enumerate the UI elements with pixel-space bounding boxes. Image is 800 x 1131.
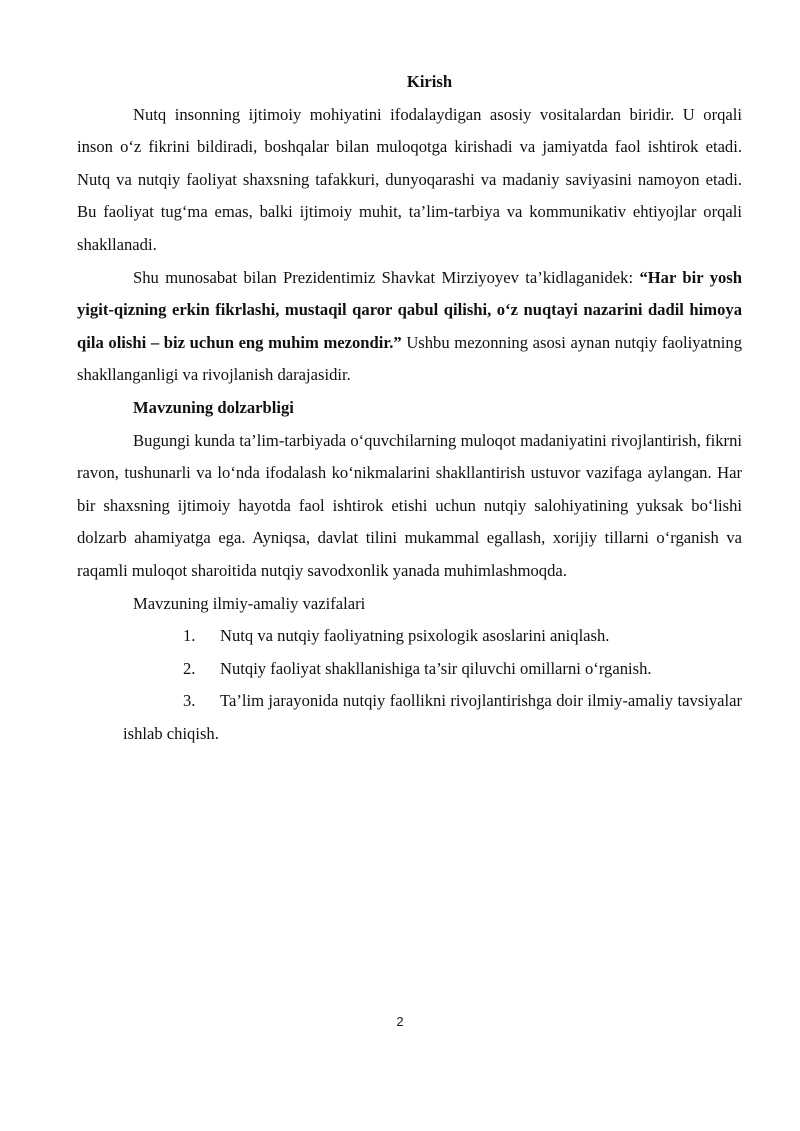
relevance-paragraph: Bugungi kunda ta’lim-tarbiyada o‘quvchilarning muloqot madaniyatini rivojlantirish, fikrni ravon, tushunarli va lo‘nda ifodalash ko‘nikmalarini shakllantirish ustuvor vazifaga aylangan. Har bir shaxsning ijtimoiy hayotda faol ishtirok etishi uchun nutqiy salohiyatining yuksak bo‘lishi dolzarb ahamiyatga ega. Ayniqsa, davlat tilini mukammal egallash, xorijiy tillarni o‘rganish va raqamli muloqot sharoitida nutqiy savodxonlik yanada muhimlashmoqda. [77, 430, 742, 580]
president-quote: “Har bir yosh yigit-qizning erkin fikrlashi, mustaqil qaror qabul qilishi, o‘z nuqtayi nazarini dadil himoya qila olishi – biz uchun eng muhim mezondir.” [77, 267, 742, 352]
list-item [77, 653, 742, 686]
quote-tail-text: Ushbu mezonning asosi aynan nutqiy faoliyatning shakllanganligi va rivojlanish darajasidir. [77, 332, 743, 385]
tasks-heading: Mavzuning ilmiy-amaliy vazifalari [133, 593, 366, 613]
page-content [77, 66, 742, 750]
quote-lead-text: Shu munosabat bilan Prezidentimiz Shavkat Mirziyoyev ta’kidlaganidek: [133, 267, 640, 287]
relevance-heading: Mavzuning dolzarbligi [133, 397, 294, 417]
task-text: Ta’lim jarayonida nutqiy faollikni rivojlantirishga doir ilmiy-amaliy tavsiyalar ishlab chiqish. [123, 691, 742, 743]
quote-paragraph [77, 262, 742, 392]
list-item [77, 685, 742, 750]
list-item [77, 620, 742, 653]
page-number: 2 [396, 1014, 404, 1029]
task-text: Nutq va nutqiy faoliyatning psixologik asoslarini aniqlash. [220, 626, 610, 646]
task-number: 1. [183, 626, 196, 646]
task-number: 3. [183, 691, 196, 711]
tasks-list [77, 620, 742, 750]
section-title: Kirish [406, 72, 453, 91]
intro-paragraph: Nutq insonning ijtimoiy mohiyatini ifodalaydigan asosiy vositalardan biridir. U orqali inson o‘z fikrini bildiradi, boshqalar bilan muloqotga kirishadi va jamiyatda faol ishtirok etadi. Nutq va nutqiy faoliyat shaxsning tafakkuri, dunyoqarashi va madaniy saviyasini namoyon etadi. Bu faoliyat tug‘ma emas, balki ijtimoiy muhit, ta’lim-tarbiya va kommunikativ ehtiyojlar orqali shakllanadi. [77, 104, 742, 254]
task-number: 2. [183, 658, 196, 678]
task-text: Nutqiy faoliyat shakllanishiga ta’sir qiluvchi omillarni o‘rganish. [220, 658, 652, 678]
